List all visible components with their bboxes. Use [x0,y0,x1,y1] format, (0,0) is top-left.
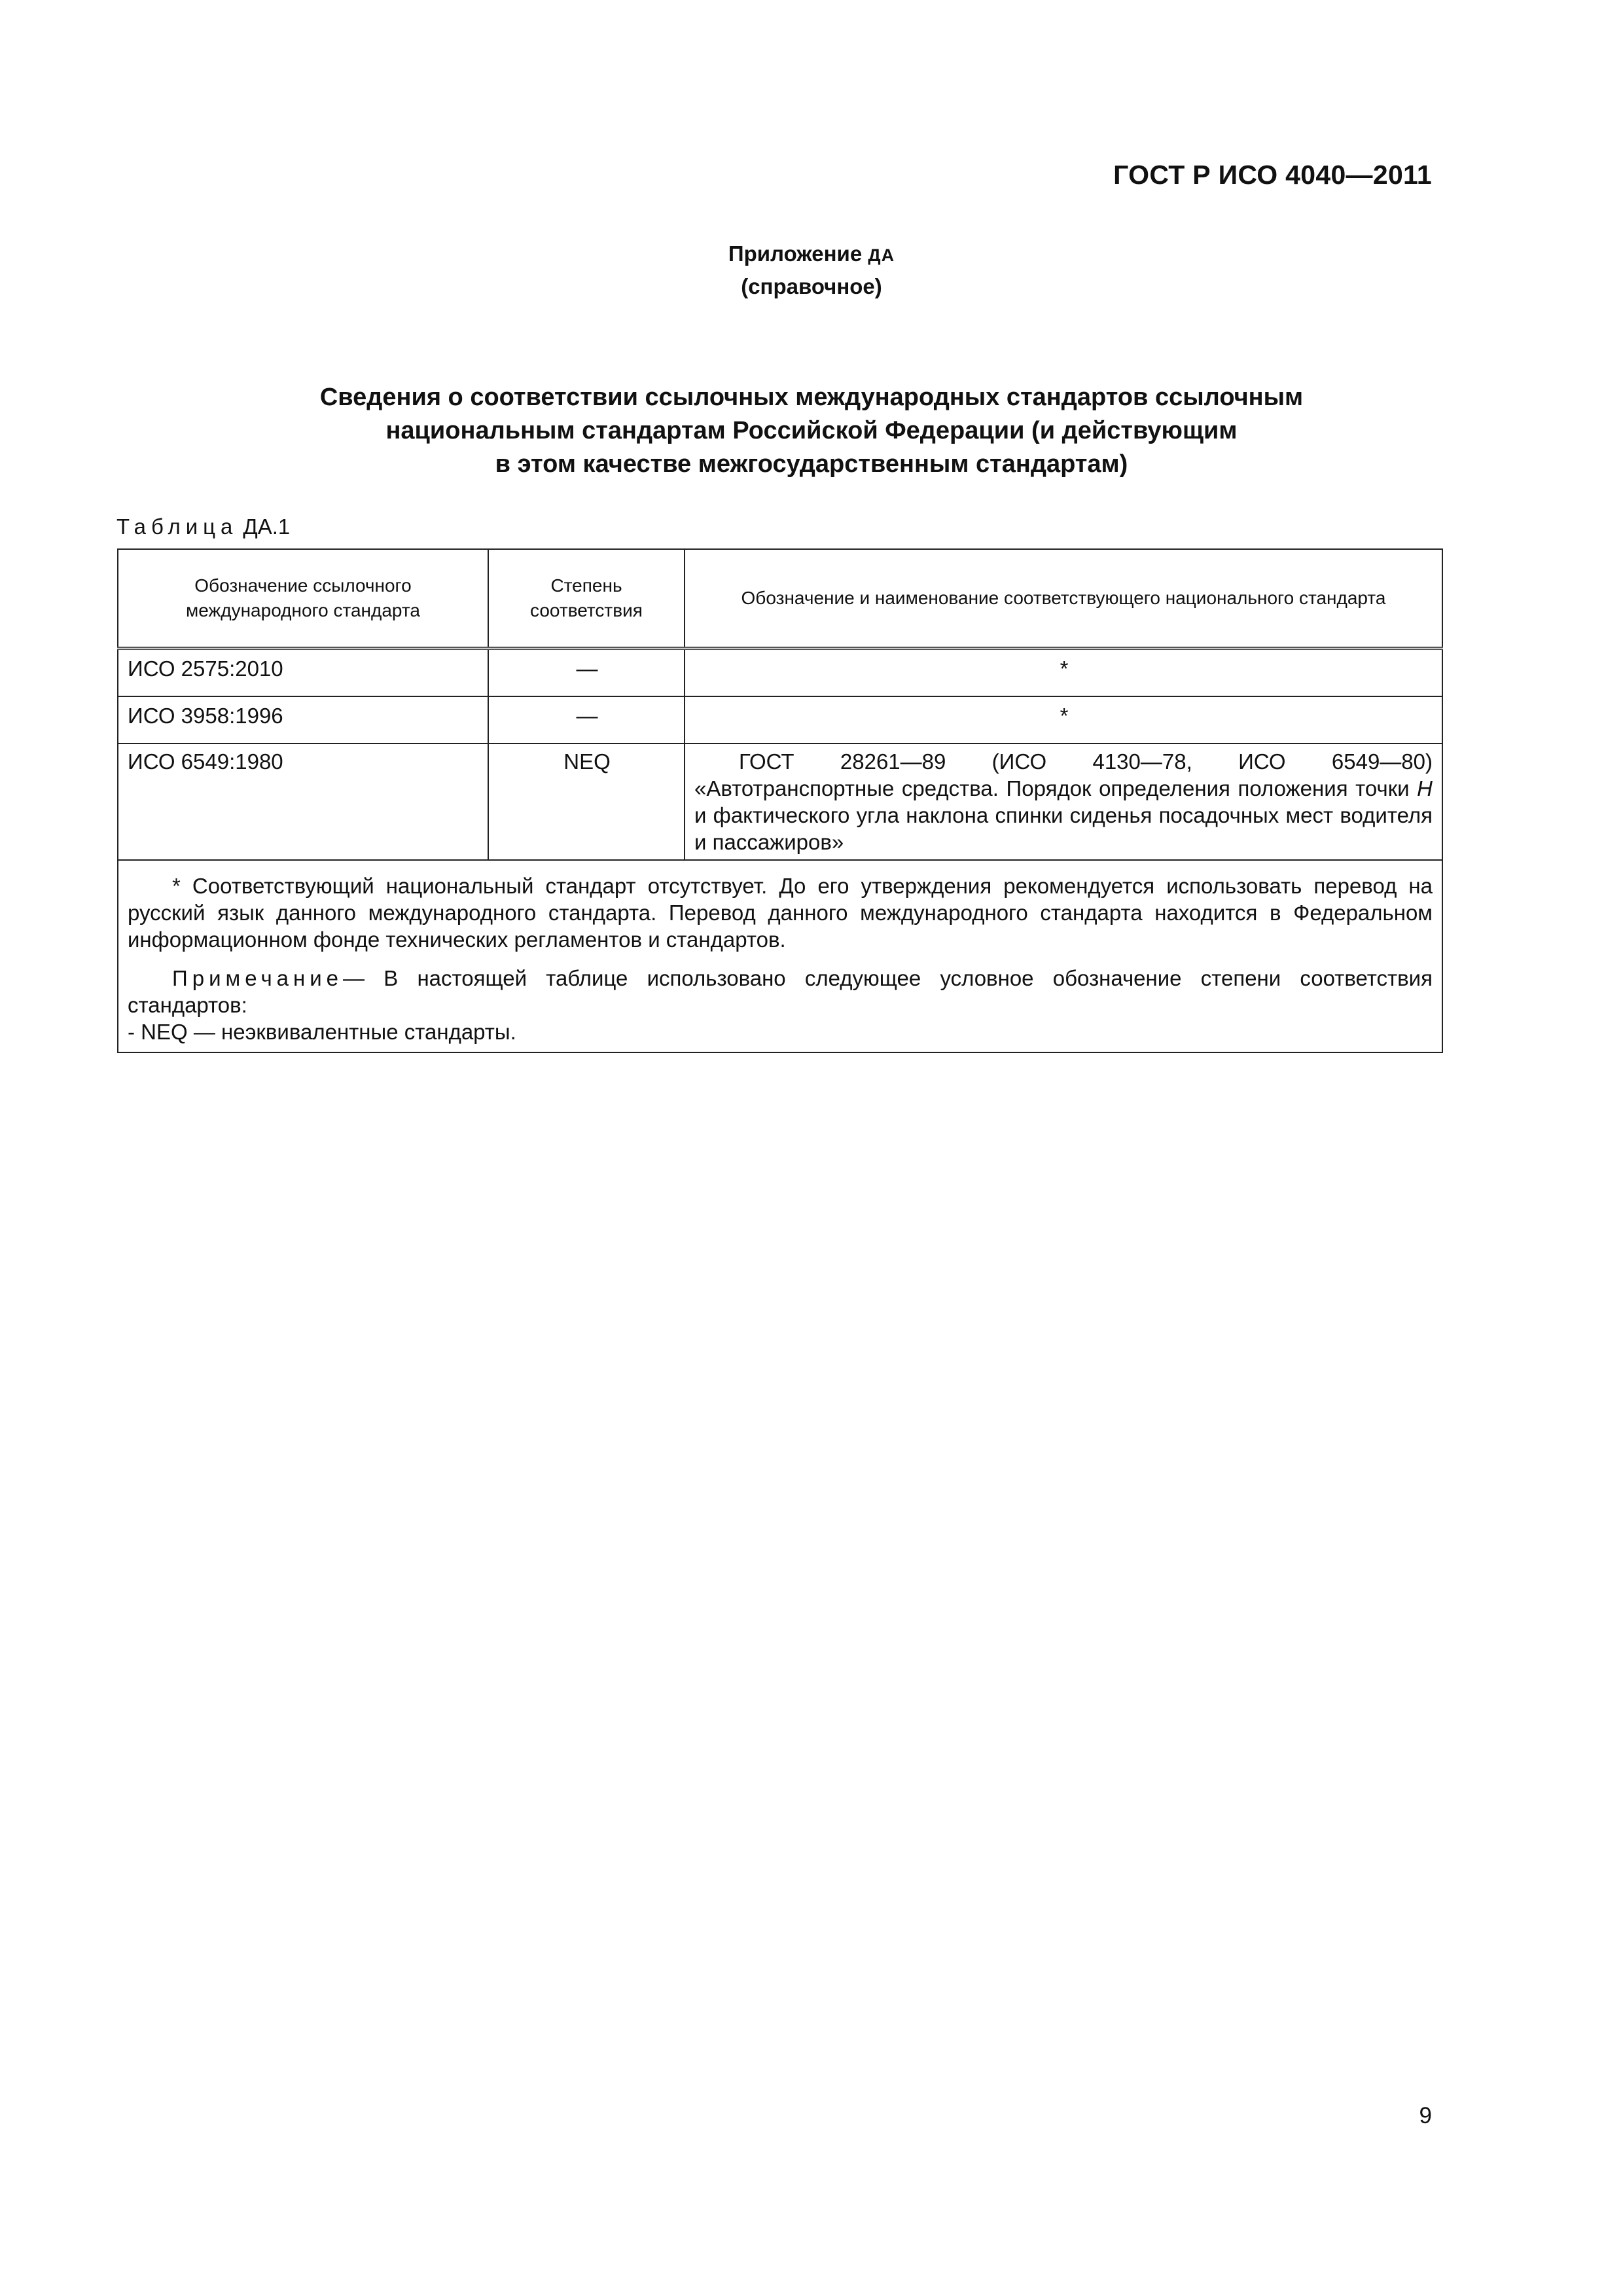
appendix-label: Приложение [728,242,863,266]
cell-degree: — [488,649,685,697]
title-line-3: в этом качестве межгосударственным стандартам) [495,450,1128,478]
header-reference-standard: Обозначение ссылочного международного стандарта [118,549,488,649]
cell-reference: ИСО 3958:1996 [118,696,488,744]
note-text: — В настоящей таблице использовано следующее условное обозначение степени соответствия стандартов: [128,966,1433,1017]
national-text-part-2: и фактического угла наклона спинки сиденья посадочных мест водителя и пассажиров» [694,803,1433,854]
cell-national [685,744,1442,860]
table-notes-cell [118,860,1442,1052]
cell-degree: NEQ [488,744,685,860]
table-caption [116,514,290,539]
table-caption-number: ДА.1 [243,514,291,539]
appendix-heading [0,238,1623,302]
cell-national: * [685,649,1442,697]
table-header-row [118,549,1442,649]
table-footnote: * Соответствующий национальный стандарт отсутствует. До его утверждения рекомендуется использовать перевод на русский язык данного международного стандарта. Перевод данного международного стандарта находится в Федеральном информационном фонде технических регламентов и стандартов. [128,874,1433,952]
note-list-item: - NEQ — неэквивалентные стандарты. [128,1020,516,1044]
appendix-type: (справочное) [741,274,882,298]
cell-national: * [685,696,1442,744]
cell-degree: — [488,696,685,744]
table-note [128,965,1433,1018]
cell-reference: ИСО 2575:2010 [118,649,488,697]
table-row [118,744,1442,860]
table-row [118,696,1442,744]
title-line-2: национальным стандартам Российской Федерации (и действующим [385,417,1238,444]
title-line-1: Сведения о соответствии ссылочных международных стандартов ссылочным [319,384,1304,411]
note-label: Примечание [172,966,344,990]
appendix-letters: ДА [868,245,895,265]
appendix-title [0,381,1623,481]
header-national-standard: Обозначение и наименование соответствующего национального стандарта [685,549,1442,649]
cell-reference: ИСО 6549:1980 [118,744,488,860]
table-row [118,649,1442,697]
correspondence-table [117,548,1443,1053]
header-degree: Степень соответствия [488,549,685,649]
table-notes-row [118,860,1442,1052]
document-code: ГОСТ Р ИСО 4040—2011 [1113,160,1432,190]
national-text-part-1: ГОСТ 28261—89 (ИСО 4130—78, ИСО 6549—80) «Автотранспортные средства. Порядок определения положения точки [694,749,1433,800]
page-number: 9 [1419,2103,1432,2128]
point-h-label: H [1417,776,1433,800]
table-caption-word: Таблица [116,514,238,539]
